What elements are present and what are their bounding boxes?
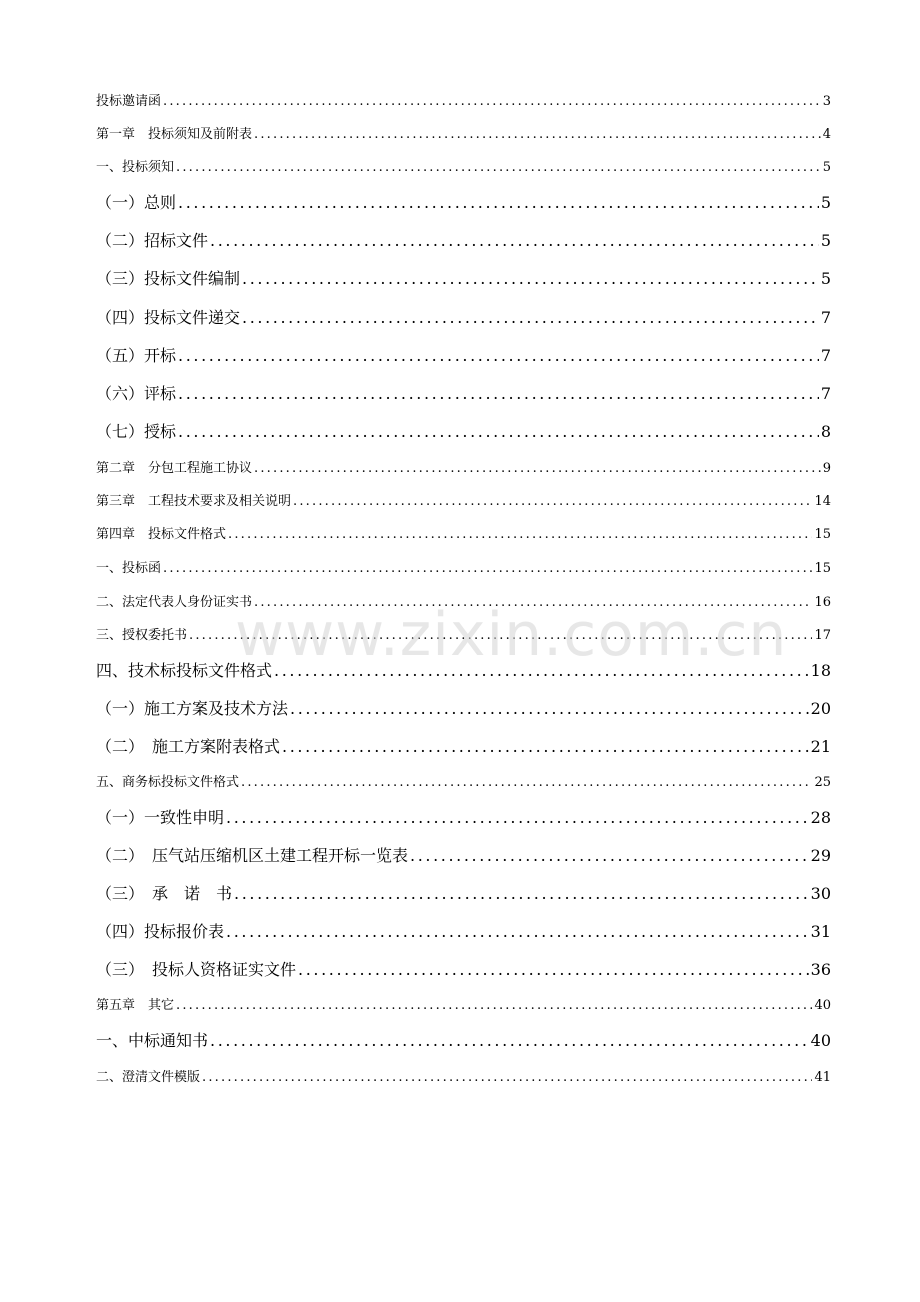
toc-entry-title: 三、授权委托书: [96, 628, 188, 643]
toc-entry-title: 第一章 投标须知及前附表: [96, 127, 253, 142]
toc-entry: [96, 624, 831, 643]
toc-entry-title: 第二章 分包工程施工协议: [96, 461, 253, 476]
toc-dot-leader: [242, 308, 819, 327]
toc-entry-page: 41: [814, 1070, 831, 1085]
toc-entry-invitation: [96, 90, 831, 109]
toc-entry-title: 五、商务标投标文件格式: [96, 775, 240, 790]
toc-entry-page: 28: [810, 808, 831, 827]
toc-entry-chapter-4: [96, 523, 831, 542]
toc-dot-leader: [410, 846, 809, 865]
toc-dot-leader: [241, 775, 812, 790]
toc-entry-title: （三） 承 诺 书: [96, 884, 233, 903]
toc-entry: [96, 305, 831, 328]
toc-dot-leader: [226, 808, 809, 827]
toc-entry-page: 7: [820, 346, 831, 365]
toc-dot-leader: [254, 595, 812, 610]
toc-entry-page: 17: [814, 628, 831, 643]
toc-entry-title: 第三章 工程技术要求及相关说明: [96, 494, 292, 509]
toc-entry-page: 16: [814, 595, 831, 610]
toc-entry: [96, 734, 831, 757]
toc-dot-leader: [254, 127, 821, 142]
toc-entry-page: 40: [814, 998, 831, 1013]
toc-entry-page: 7: [820, 308, 831, 327]
toc-entry: [96, 591, 831, 610]
toc-entry-page: 40: [810, 1031, 831, 1050]
toc-dot-leader: [274, 661, 809, 680]
toc-entry: [96, 957, 831, 980]
toc-entry-page: 18: [810, 661, 831, 680]
toc-dot-leader: [298, 960, 809, 979]
watermark: www.zixin.com.cn: [235, 600, 788, 670]
toc-entry: [96, 557, 831, 576]
toc-dot-leader: [176, 160, 821, 175]
toc-entry: [96, 1066, 831, 1085]
toc-entry: [96, 805, 831, 828]
toc-entry-title: （二）招标文件: [96, 231, 209, 250]
toc-dot-leader: [293, 494, 812, 509]
toc-entry: [96, 381, 831, 404]
toc-entry-title: 四、技术标投标文件格式: [96, 661, 273, 680]
toc-entry-title: 一、投标须知: [96, 160, 175, 175]
toc-dot-leader: [210, 231, 819, 250]
toc-entry-title: （一）一致性申明: [96, 808, 225, 827]
toc-entry-title: （四）投标报价表: [96, 922, 225, 941]
toc-entry-title: 第四章 投标文件格式: [96, 527, 227, 542]
toc-dot-leader: [202, 1070, 812, 1085]
toc-entry-title: 二、澄清文件模版: [96, 1070, 201, 1085]
toc-entry-page: 3: [822, 94, 831, 109]
toc-dot-leader: [178, 346, 819, 365]
toc-entry: [96, 266, 831, 289]
toc-entry-title: 二、法定代表人身份证实书: [96, 595, 253, 610]
toc-dot-leader: [234, 884, 809, 903]
toc-entry-title: （七）授标: [96, 422, 177, 441]
toc-entry-page: 5: [822, 160, 831, 175]
toc-entry-chapter-3: [96, 490, 831, 509]
toc-entry: [96, 1028, 831, 1051]
toc-entry-page: 4: [822, 127, 831, 142]
toc-dot-leader: [242, 269, 819, 288]
toc-entry-page: 15: [814, 527, 831, 542]
toc-dot-leader: [189, 628, 812, 643]
toc-entry-title: 投标邀请函: [96, 94, 162, 109]
toc-entry-chapter-2: [96, 457, 831, 476]
toc-entry: [96, 919, 831, 942]
toc-dot-leader: [282, 737, 809, 756]
toc-entry-page: 5: [820, 231, 831, 250]
toc-dot-leader: [178, 422, 819, 441]
toc-entry-title: （一）施工方案及技术方法: [96, 699, 289, 718]
toc-entry: [96, 190, 831, 213]
toc-dot-leader: [176, 998, 812, 1013]
toc-entry-page: 8: [820, 422, 831, 441]
toc-entry-page: 21: [810, 737, 831, 756]
toc-entry-title: （五）开标: [96, 346, 177, 365]
toc-dot-leader: [178, 193, 819, 212]
toc-entry-title: （二） 施工方案附表格式: [96, 737, 281, 756]
toc-entry: [96, 696, 831, 719]
toc-entry-chapter-5: [96, 994, 831, 1013]
toc-entry-page: 36: [810, 960, 831, 979]
toc-entry-page: 25: [814, 775, 831, 790]
toc-entry-page: 7: [820, 384, 831, 403]
toc-entry: [96, 881, 831, 904]
toc-entry-title: （三） 投标人资格证实文件: [96, 960, 297, 979]
toc-entry-page: 30: [810, 884, 831, 903]
toc-dot-leader: [163, 561, 812, 576]
toc-dot-leader: [254, 461, 821, 476]
toc-entry-page: 29: [810, 846, 831, 865]
toc-entry-page: 9: [822, 461, 831, 476]
toc-dot-leader: [210, 1031, 809, 1050]
toc-dot-leader: [178, 384, 819, 403]
toc-entry-title: （六）评标: [96, 384, 177, 403]
toc-entry-page: 15: [814, 561, 831, 576]
toc-dot-leader: [163, 94, 821, 109]
toc-entry-title: （三）投标文件编制: [96, 269, 241, 288]
toc-entry: [96, 843, 831, 866]
toc-entry: [96, 343, 831, 366]
toc-entry-title: （四）投标文件递交: [96, 308, 241, 327]
toc-dot-leader: [228, 527, 812, 542]
toc-entry-page: 31: [810, 922, 831, 941]
toc-entry: [96, 156, 831, 175]
toc-entry-page: 20: [810, 699, 831, 718]
toc-entry-title: 一、投标函: [96, 561, 162, 576]
toc-entry: [96, 658, 831, 681]
toc-dot-leader: [226, 922, 809, 941]
toc-entry-page: 5: [820, 269, 831, 288]
toc-entry-title: （二） 压气站压缩机区土建工程开标一览表: [96, 846, 409, 865]
toc-entry: [96, 419, 831, 442]
toc-entry: [96, 771, 831, 790]
toc-entry-title: （一）总则: [96, 193, 177, 212]
toc-entry-title: 第五章 其它: [96, 998, 175, 1013]
toc-entry-page: 5: [820, 193, 831, 212]
toc-dot-leader: [290, 699, 809, 718]
toc-entry-chapter-1: [96, 123, 831, 142]
toc-entry-title: 一、中标通知书: [96, 1031, 209, 1050]
toc-entry-page: 14: [814, 494, 831, 509]
toc-entry: [96, 228, 831, 251]
